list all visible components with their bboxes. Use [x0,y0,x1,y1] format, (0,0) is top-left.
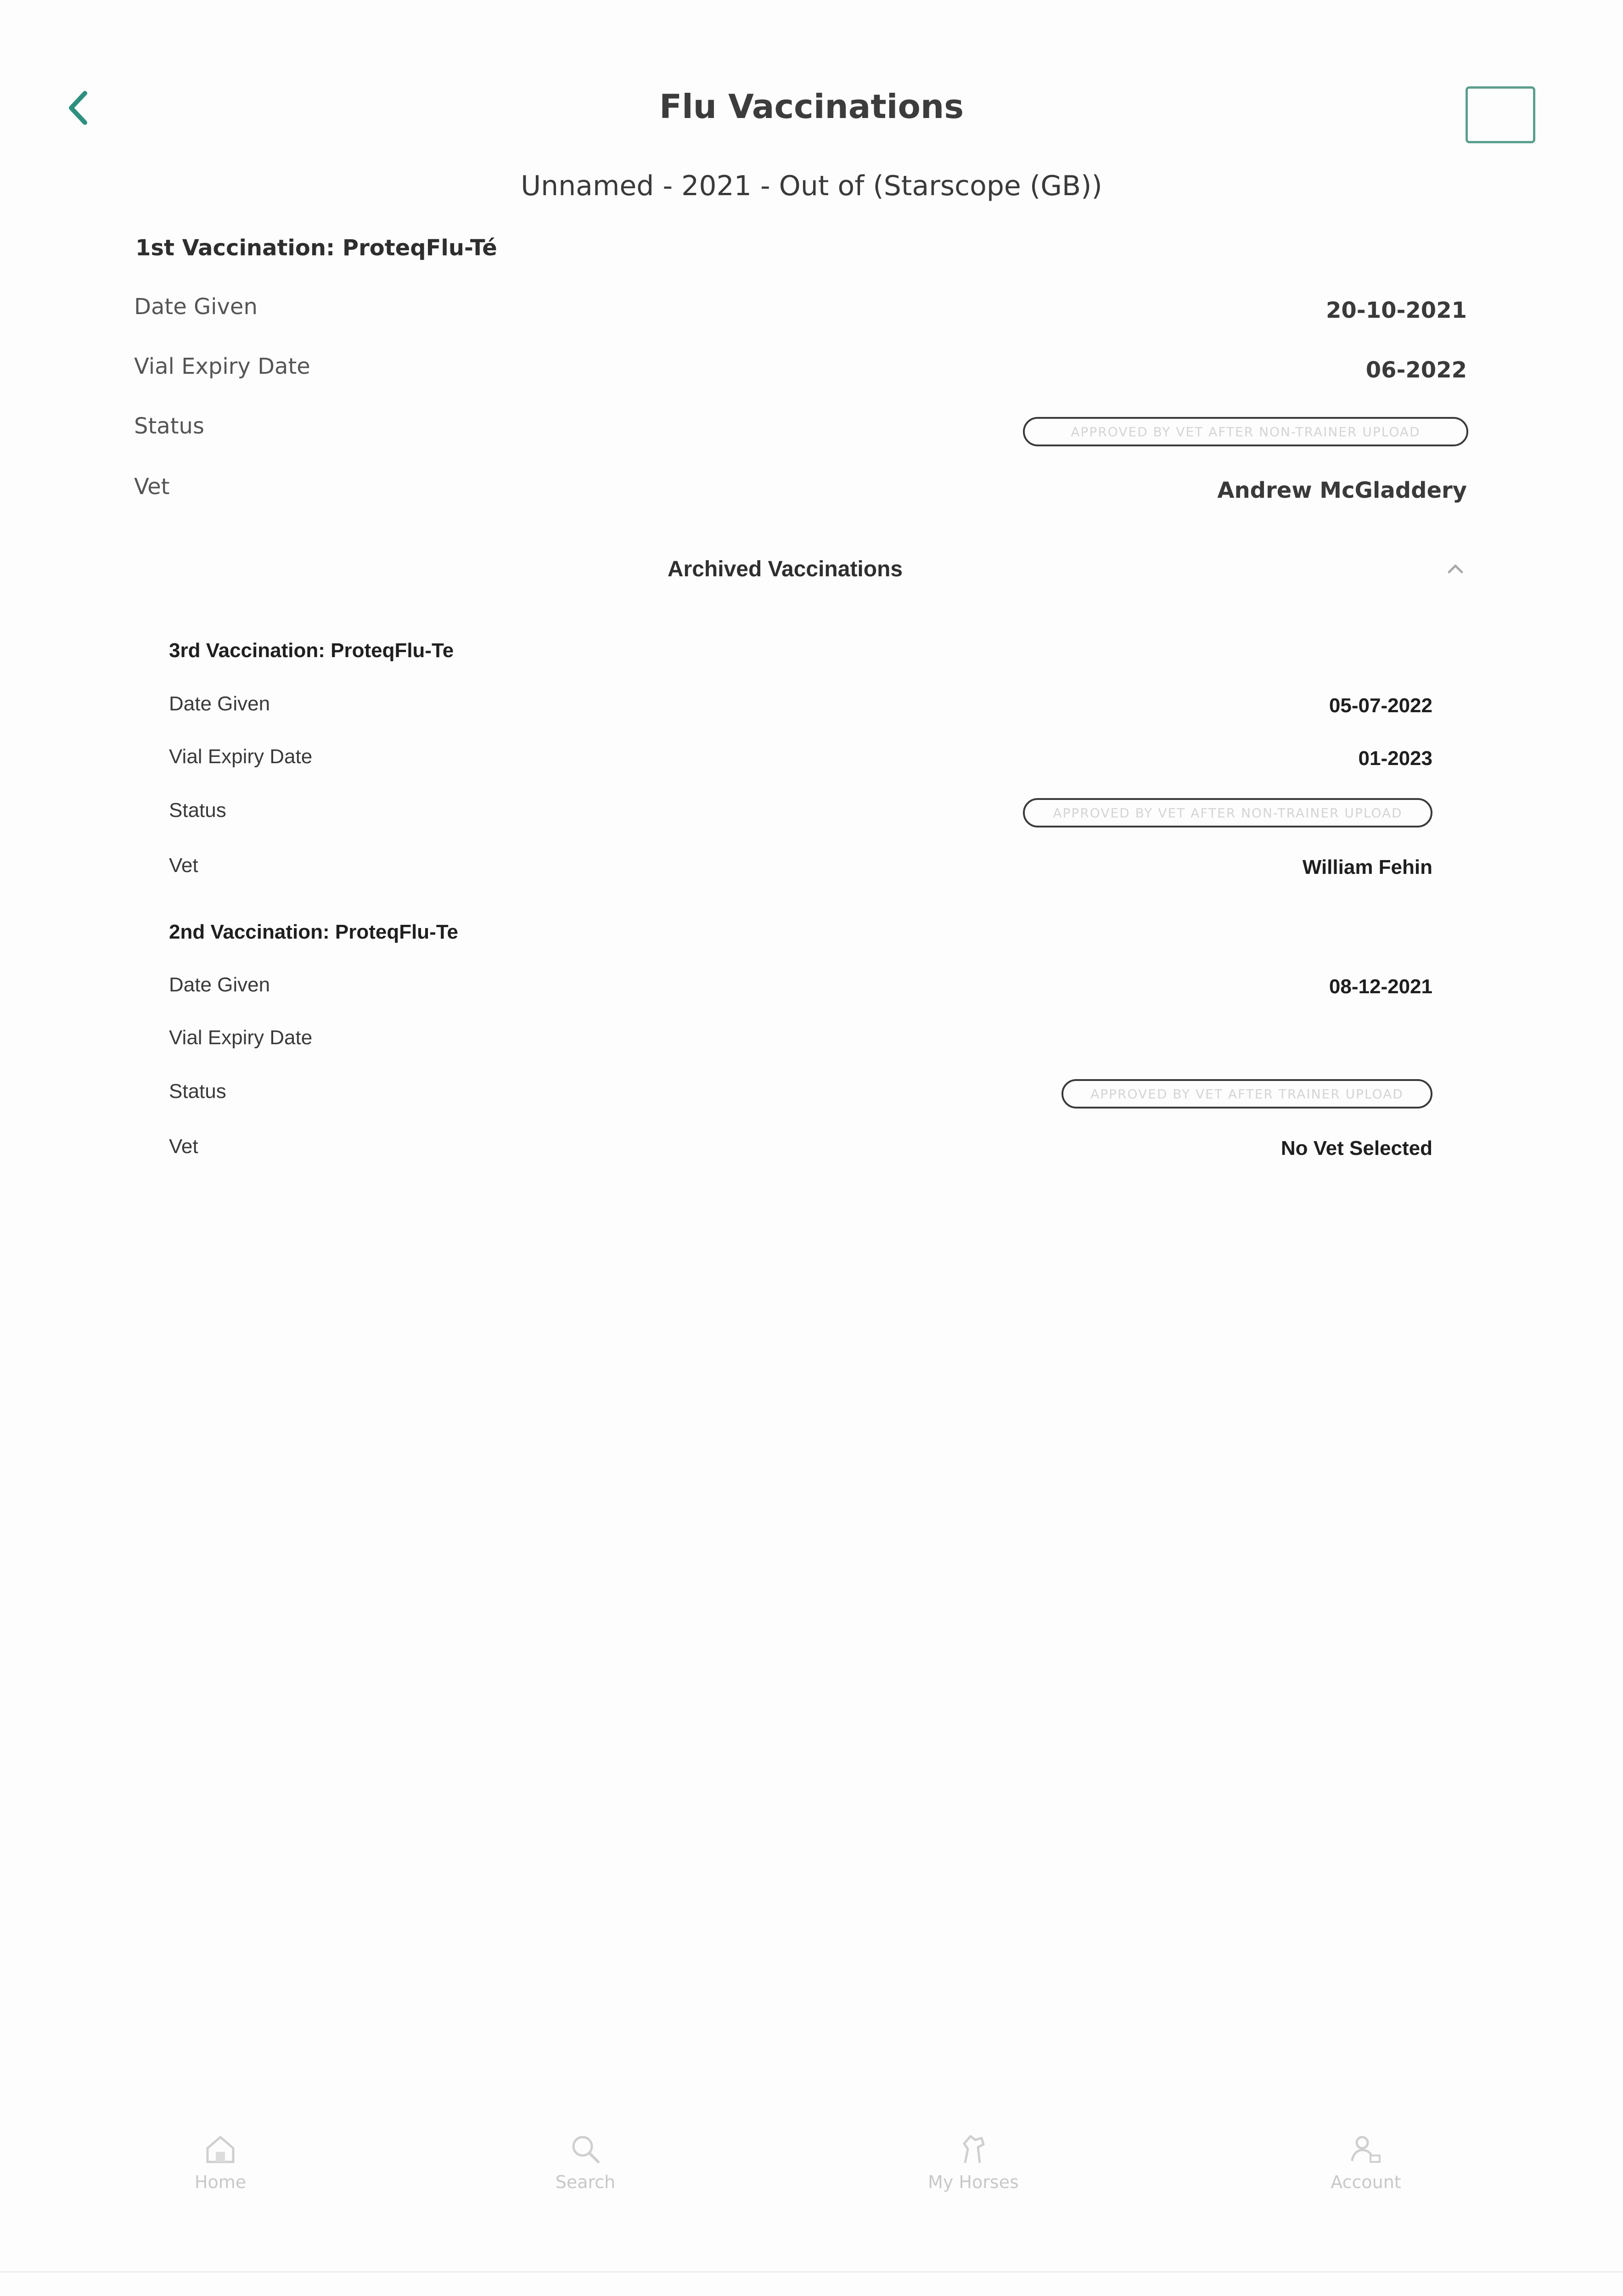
vet-label: Vet [134,474,170,500]
search-icon [567,2131,604,2167]
vet-value: No Vet Selected [1280,1137,1432,1159]
status-badge: APPROVED BY VET AFTER NON-TRAINER UPLOAD [1023,798,1432,827]
vial-expiry-label: Vial Expiry Date [134,354,310,379]
vet-label: Vet [169,854,198,877]
archived-vaccinations-toggle[interactable]: Archived Vaccinations [667,557,903,581]
vet-label: Vet [169,1135,198,1158]
vet-value: Andrew McGladdery [1217,478,1467,503]
date-given-label: Date Given [134,294,258,320]
home-icon [202,2131,239,2167]
status-label: Status [169,1080,226,1103]
nav-search[interactable] [494,2131,677,2192]
nav-home-label: Home [194,2172,247,2192]
horse-subtitle: Unnamed - 2021 - Out of (Starscope (GB)) [521,170,1102,202]
nav-account[interactable] [1274,2131,1458,2192]
chevron-up-icon[interactable] [1446,561,1465,575]
status-label: Status [169,799,226,822]
nav-search-label: Search [555,2172,616,2192]
header-action-button[interactable] [1466,86,1535,143]
archived-vaccination-heading: 2nd Vaccination: ProteqFlu-Te [169,921,458,943]
vial-expiry-value: 01-2023 [1358,747,1432,770]
nav-my-horses-label: My Horses [928,2172,1019,2192]
bottom-divider [0,2271,1623,2273]
horse-icon [955,2131,992,2167]
archived-vaccination-heading: 3rd Vaccination: ProteqFlu-Te [169,639,454,662]
status-label: Status [134,413,204,439]
date-given-label: Date Given [169,692,270,715]
account-icon [1348,2131,1384,2167]
date-given-label: Date Given [169,974,270,996]
vial-expiry-label: Vial Expiry Date [169,745,313,768]
vet-value: William Fehin [1302,856,1432,878]
nav-my-horses[interactable] [882,2131,1065,2192]
date-given-value: 08-12-2021 [1329,975,1432,998]
vial-expiry-label: Vial Expiry Date [169,1026,313,1049]
nav-account-label: Account [1331,2172,1401,2192]
status-badge: APPROVED BY VET AFTER TRAINER UPLOAD [1061,1079,1432,1109]
date-given-value: 20-10-2021 [1325,298,1467,323]
page-title: Flu Vaccinations [659,87,964,126]
status-badge: APPROVED BY VET AFTER NON-TRAINER UPLOAD [1023,417,1468,446]
nav-home[interactable] [129,2131,312,2192]
vial-expiry-value: 06-2022 [1365,357,1467,383]
current-vaccination-heading: 1st Vaccination: ProteqFlu-Té [135,235,497,261]
date-given-value: 05-07-2022 [1329,694,1432,717]
